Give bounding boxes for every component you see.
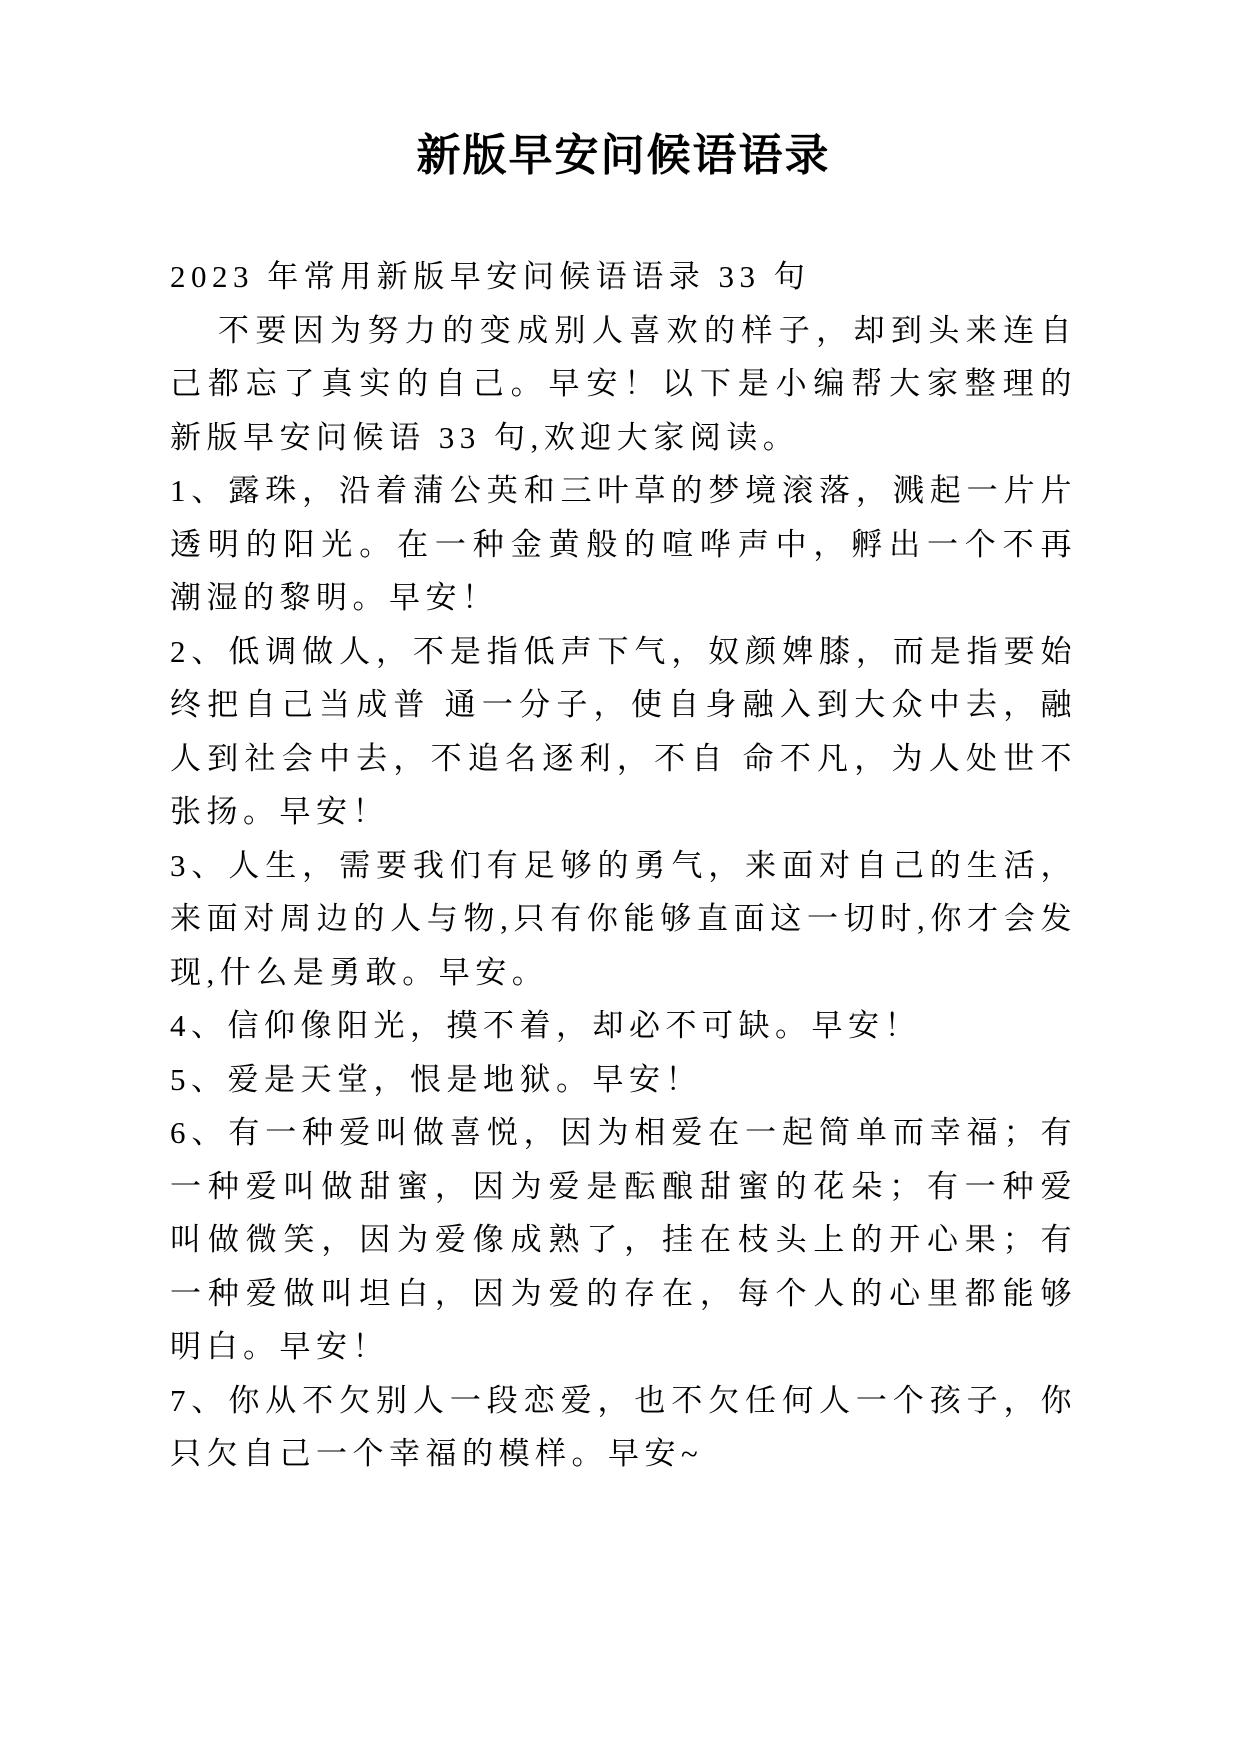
paragraph: 不要因为努力的变成别人喜欢的样子，却到头来连自己都忘了真实的自己。早安！以下是小编帮大家整理的新版早安问候语 33 句,欢迎大家阅读。 xyxy=(170,312,1077,455)
paragraph: 3、人生，需要我们有足够的勇气，来面对自己的生活，来面对周边的人与物,只有你能够直面这一切时,你才会发现,什么是勇敢。早安。 xyxy=(170,847,1077,990)
paragraph: 5、爱是天堂，恨是地狱。早安！ xyxy=(170,1061,702,1097)
paragraph: 7、你从不欠别人一段恋爱，也不欠任何人一个孩子，你只欠自己一个幸福的模样。早安~ xyxy=(170,1382,1077,1471)
paragraph: 1、露珠，沿着蒲公英和三叶草的梦境滚落，溅起一片片透明的阳光。在一种金黄般的喧哗声中，孵出一个不再潮湿的黎明。早安！ xyxy=(170,473,1077,615)
page-title: 新版早安问候语语录 xyxy=(416,131,831,180)
paragraph: 2、低调做人，不是指低声下气，奴颜婢膝，而是指要始终把自己当成普 通一分子，使自身融入到大众中去，融人到社会中去，不追名逐利，不自 命不凡，为人处世不张扬。早安！ xyxy=(170,633,1077,829)
paragraph: 6、有一种爱叫做喜悦，因为相爱在一起简单而幸福；有一种爱叫做甜蜜，因为爱是酝酿甜蜜的花朵；有一种爱叫做微笑，因为爱像成熟了，挂在枝头上的开心果；有一种爱做叫坦白，因为爱的存在，每个人的心里都能够明白。早安！ xyxy=(170,1115,1077,1364)
paragraph: 2023 年常用新版早安问候语语录 33 句 xyxy=(170,259,811,294)
paragraph: 4、信仰像阳光，摸不着，却必不可缺。早安！ xyxy=(170,1008,921,1043)
document-body xyxy=(170,250,1077,1481)
